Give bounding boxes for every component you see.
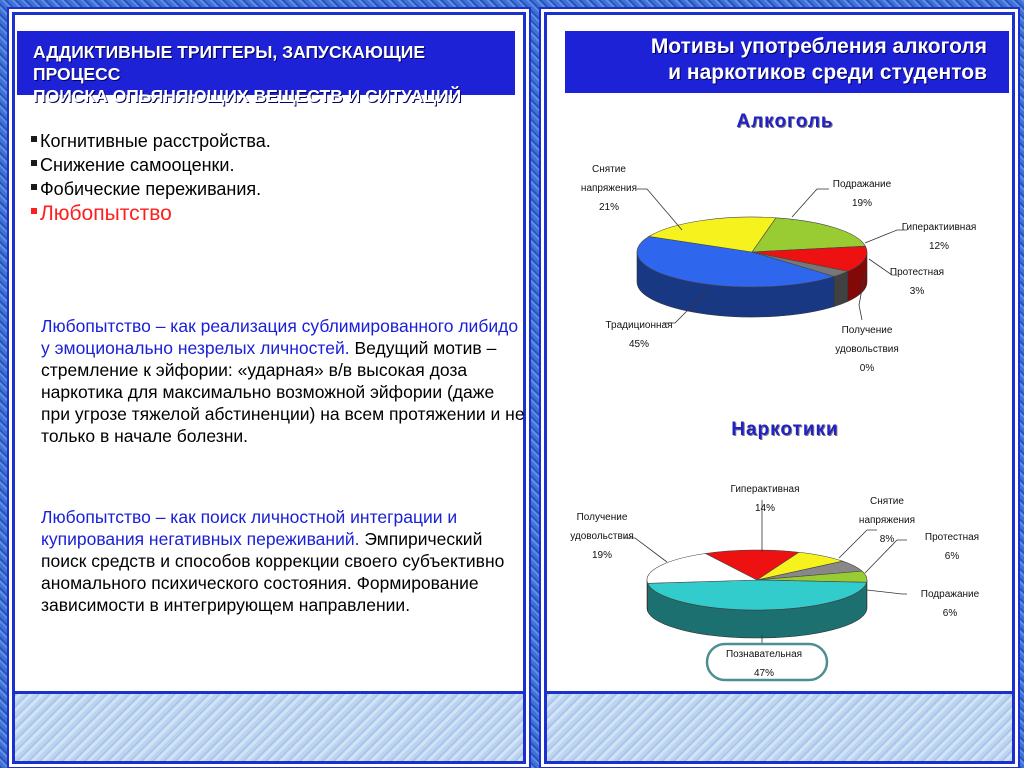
list-item-text: Любопытство — [40, 202, 172, 225]
left-panel — [12, 12, 526, 764]
alcohol-leader-line — [637, 189, 682, 230]
alcohol-leader-line — [792, 189, 829, 217]
drugs-chart-title: Наркотики — [731, 419, 839, 440]
triggers-header — [17, 31, 515, 106]
right-panel — [544, 12, 1015, 764]
alcohol-label-снятие-напряжения: Снятие напряжения 21% — [580, 164, 638, 213]
motives-header — [565, 31, 1009, 93]
decorative-footer — [15, 691, 523, 761]
list-item — [31, 177, 271, 201]
list-item-highlighted — [31, 201, 271, 227]
curiosity-paragraph-1 — [41, 315, 525, 447]
drugs-label-получение-удовольствия: Получение удовольствия 19% — [570, 512, 634, 561]
bullet-square-icon — [31, 208, 37, 214]
decorative-footer — [547, 691, 1012, 761]
drugs-leader-line — [867, 590, 907, 594]
triggers-header-line1: АДДИКТИВНЫЕ ТРИГГЕРЫ, ЗАПУСКАЮЩИЕ ПРОЦЕСС — [33, 42, 426, 84]
alcohol-slices — [637, 217, 867, 287]
alcohol-label-традиционная: Традиционная 45% — [605, 320, 673, 350]
alcohol-chart-title: Алкоголь — [736, 111, 834, 132]
list-item-text: Фобические переживания. — [40, 179, 262, 199]
alcohol-label-подражание: Подражание 19% — [832, 179, 892, 209]
drugs-side-получение-удовольствия — [647, 580, 648, 611]
motives-header-line2: и наркотиков среди студентов — [668, 61, 987, 84]
alcohol-pie-chart — [547, 145, 1012, 390]
alcohol-label-протестная: Протестная 3% — [889, 267, 945, 297]
paragraph-lead: Любопытство – как реализация сублимированного либидо у эмоционально незрелых личностей. — [41, 316, 519, 358]
list-item-text: Когнитивные расстройства. — [40, 131, 271, 151]
list-item — [31, 129, 271, 153]
drugs-label-познавательная: Познавательная 47% — [725, 649, 803, 679]
alcohol-label-получение-удовольствия: Получение удовольствия 0% — [835, 325, 899, 374]
drugs-slices — [647, 550, 867, 610]
paragraph-body: Ведущий мотив – стремление к эйфории: «ударная» в/в высокая доза наркотика для максимально возможной эйфории (даже при угрозе тяжелой абстиненции) на всем протяжении и не только в начале болезни. — [41, 338, 525, 446]
drugs-label-гиперактивная: Гиперактивная 14% — [730, 484, 800, 514]
triggers-header-line2: ПОИСКА ОПЬЯНЯЮЩИХ ВЕЩЕСТВ И СИТУАЦИЙ — [33, 86, 462, 106]
alcohol-leader-line — [865, 230, 907, 243]
bullet-square-icon — [31, 136, 37, 142]
triggers-list — [31, 129, 271, 227]
curiosity-paragraph-2 — [41, 506, 525, 616]
bullet-square-icon — [31, 184, 37, 190]
alcohol-label-гиперактиивная: Гиперактиивная 12% — [901, 222, 977, 252]
alcohol-side-протестная — [834, 271, 848, 306]
drugs-leader-line — [839, 530, 877, 558]
drugs-label-протестная: Протестная 6% — [924, 532, 980, 562]
drugs-pie-chart — [547, 470, 1012, 685]
paragraph-body: Эмпирический поиск средств и способов коррекции своего субъективно аномального психического состояния. Формирование зависимости в интегрирующем направлении. — [41, 529, 505, 615]
drugs-label-подражание: Подражание 6% — [920, 589, 980, 619]
list-item-text: Снижение самооценки. — [40, 155, 235, 175]
bullet-square-icon — [31, 160, 37, 166]
motives-header-line1: Мотивы употребления алкоголя — [650, 35, 987, 58]
drugs-label-снятие-напряжения: Снятие напряжения 8% — [858, 496, 916, 545]
paragraph-lead: Любопытство – как поиск личностной интеграции и купирования негативных переживаний. — [41, 507, 458, 549]
list-item — [31, 153, 271, 177]
